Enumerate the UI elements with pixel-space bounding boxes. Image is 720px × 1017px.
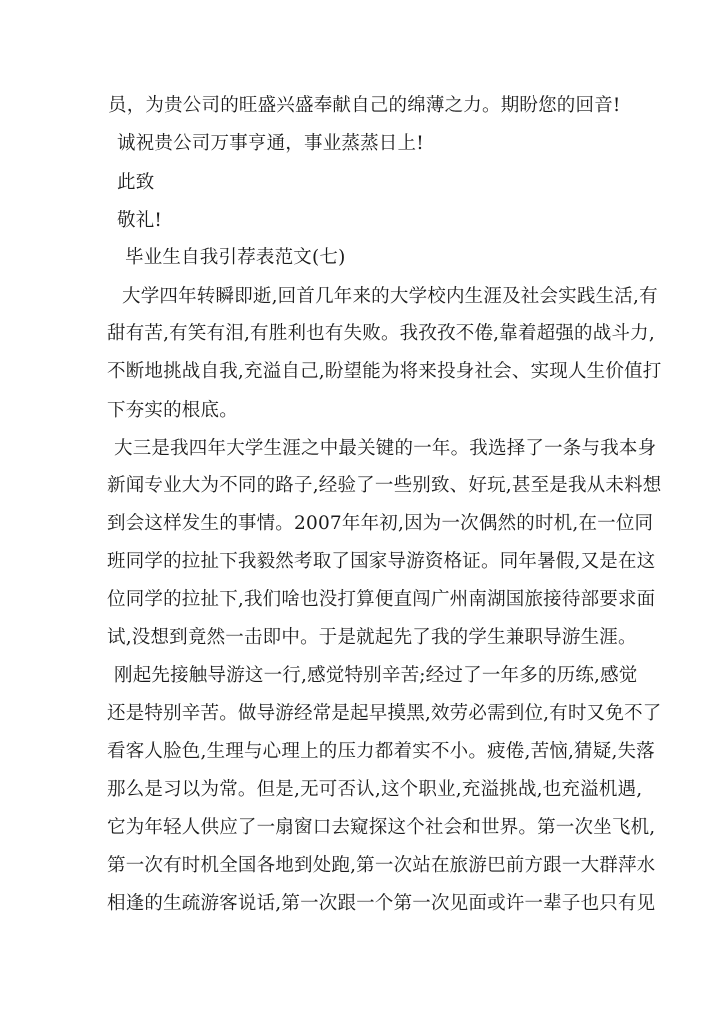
text-line: 大三是我四年大学生涯之中最关键的一年。我选择了一条与我本身 — [114, 438, 657, 459]
text-line: 试,没想到竟然一击即中。于是就起先了我的学生兼职导游生涯。 — [107, 627, 637, 648]
text-line: 员，为贵公司的旺盛兴盛奉献自己的绵薄之力。期盼您的回音! — [108, 95, 621, 116]
text-line: 新闻专业大为不同的路子,经验了一些别致、好玩,甚至是我从未料想 — [107, 475, 662, 496]
text-line: 看客人脸色,生理与心理上的压力都着实不小。疲倦,苦恼,猜疑,失落 — [107, 741, 655, 762]
text-line: 诚祝贵公司万事亨通，事业蒸蒸日上! — [117, 133, 424, 154]
text-line: 大学四年转瞬即逝,回首几年来的大学校内生涯及社会实践生活,有 — [122, 286, 658, 307]
text-line: 刚起先接触导游这一行,感觉特别辛苦;经过了一年多的历练,感觉 — [114, 665, 638, 686]
text-line: 不断地挑战自我,充溢自己,盼望能为将来投身社会、实现人生价值打 — [107, 361, 662, 382]
text-line: 位同学的拉扯下,我们啥也没打算便直闯广州南湖国旅接待部要求面 — [107, 589, 656, 610]
text-line: 那么是习以为常。但是,无可否认,这个职业,充溢挑战,也充溢机遇, — [107, 779, 643, 800]
text-line: 敬礼! — [117, 210, 163, 231]
text-line: 它为年轻人供应了一扇窗口去窥探这个社会和世界。第一次坐飞机, — [107, 817, 656, 838]
text-line: 班同学的拉扯下我毅然考取了国家导游资格证。同年暑假,又是在这 — [107, 551, 656, 572]
text-line: 下夯实的根底。 — [107, 400, 238, 421]
text-line: 第一次有时机全国各地到处跑,第一次站在旅游巴前方跟一大群萍水 — [107, 855, 656, 876]
text-line: 相逢的生疏游客说话,第一次跟一个第一次见面或许一辈子也只有见 — [107, 893, 656, 914]
section-heading: 毕业生自我引荐表范文(七) — [125, 247, 346, 268]
text-line: 甜有苦,有笑有泪,有胜利也有失败。我孜孜不倦,靠着超强的战斗力, — [107, 323, 655, 344]
text-line: 到会这样发生的事情。2007年年初,因为一次偶然的时机,在一位同 — [107, 513, 654, 534]
text-line: 此致 — [117, 172, 155, 193]
text-line: 还是特别辛苦。做导游经常是起早摸黑,效劳必需到位,有时又免不了 — [107, 703, 662, 724]
